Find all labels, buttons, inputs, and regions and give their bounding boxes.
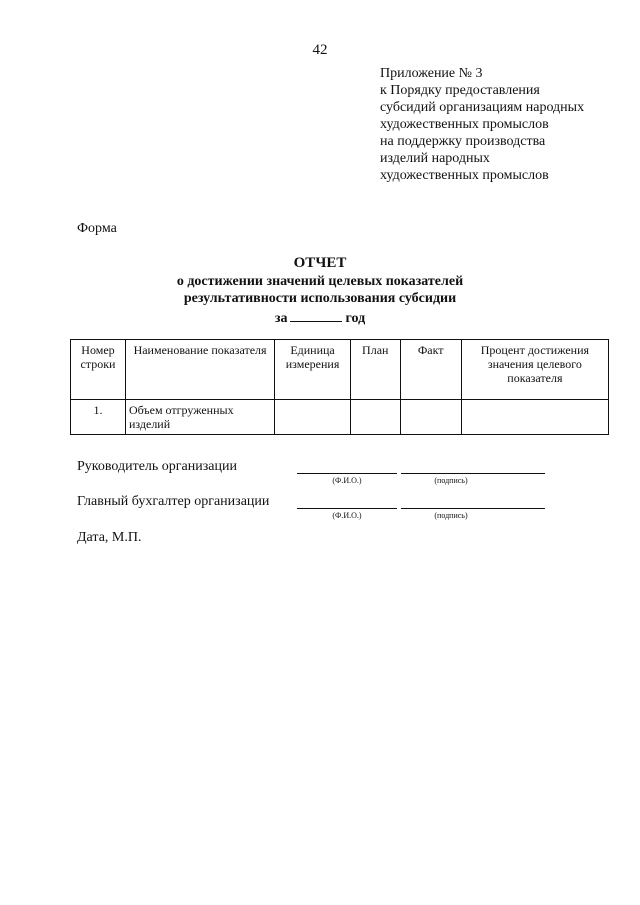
header-row-number: Номер строки bbox=[71, 340, 126, 400]
accountant-sign-caption: (подпись) bbox=[434, 511, 468, 520]
header-indicator-name: Наименование показателя bbox=[125, 340, 274, 400]
head-fio-line[interactable] bbox=[297, 472, 397, 474]
report-title: ОТЧЕТ bbox=[293, 255, 347, 271]
head-fio-caption: (Ф.И.О.) bbox=[332, 476, 362, 485]
indicators-table bbox=[70, 339, 609, 435]
year-suffix: год bbox=[345, 311, 366, 326]
cell-row-number: 1. bbox=[71, 400, 126, 435]
appendix-line: к Порядку предоставления bbox=[380, 83, 540, 98]
report-year-line bbox=[0, 309, 640, 327]
appendix-block bbox=[380, 65, 630, 184]
header-percent: Процент достижения значения целевого показателя bbox=[461, 340, 608, 400]
accountant-fio-caption: (Ф.И.О.) bbox=[332, 511, 362, 520]
cell-indicator-name: Объем отгруженных изделий bbox=[125, 400, 274, 435]
page-number: 42 bbox=[312, 42, 328, 58]
cell-unit[interactable] bbox=[275, 400, 351, 435]
year-blank-field[interactable] bbox=[290, 309, 342, 322]
head-sign-caption: (подпись) bbox=[434, 476, 468, 485]
appendix-line: художественных промыслов bbox=[380, 117, 549, 132]
appendix-line: Приложение № 3 bbox=[380, 66, 483, 81]
header-plan: План bbox=[350, 340, 400, 400]
appendix-line: на поддержку производства bbox=[380, 134, 546, 149]
cell-fact[interactable] bbox=[400, 400, 461, 435]
appendix-line: художественных промыслов bbox=[380, 168, 549, 183]
date-stamp-label: Дата, М.П. bbox=[77, 530, 142, 545]
cell-percent[interactable] bbox=[461, 400, 608, 435]
form-label: Форма bbox=[77, 221, 117, 236]
accountant-fio-line[interactable] bbox=[297, 507, 397, 509]
year-prefix: за bbox=[274, 311, 288, 326]
header-fact: Факт bbox=[400, 340, 461, 400]
report-subtitle-line: результативности использования субсидии bbox=[183, 291, 457, 306]
head-signature-label: Руководитель организации bbox=[77, 459, 237, 474]
report-subtitle-line: о достижении значений целевых показателей bbox=[176, 274, 464, 289]
table-header-row bbox=[71, 340, 609, 400]
accountant-signature-label: Главный бухгалтер организации bbox=[77, 494, 270, 509]
appendix-line: изделий народных bbox=[380, 151, 490, 166]
report-subtitle bbox=[0, 273, 640, 307]
accountant-signature-line[interactable] bbox=[401, 507, 545, 509]
table-row bbox=[71, 400, 609, 435]
header-unit: Единица измерения bbox=[275, 340, 351, 400]
head-signature-line[interactable] bbox=[401, 472, 545, 474]
cell-plan[interactable] bbox=[350, 400, 400, 435]
appendix-line: субсидий организациям народных bbox=[380, 100, 585, 115]
